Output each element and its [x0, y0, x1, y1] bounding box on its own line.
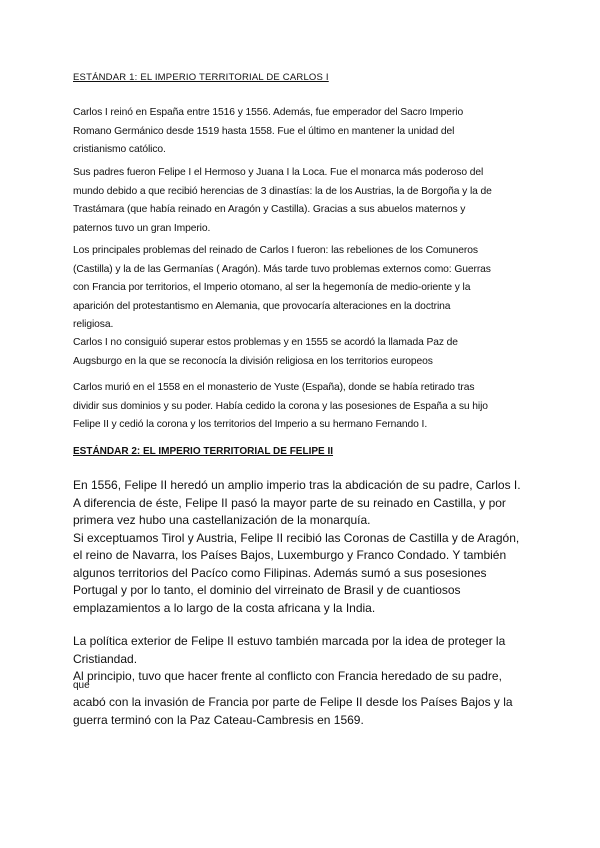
text-line: primera vez hubo una castellanización de la monarquía.: [73, 513, 371, 527]
std1-paragraph-2: [73, 164, 533, 238]
text-line: con Francia por territorios, el Imperio otomano, al ser la hegemonía de medio-oriente y la: [73, 282, 471, 293]
text-line: En 1556, Felipe II heredó un amplio imperio tras la abdicación de su padre, Carlos I.: [73, 478, 521, 492]
text-line: acabó con la invasión de Francia por parte de Felipe II desde los Países Bajos y la: [73, 695, 513, 709]
standard-2-heading: ESTÁNDAR 2: EL IMPERIO TERRITORIAL DE FELIPE II: [73, 446, 334, 457]
text-line: Carlos I no consiguió superar estos problemas y en 1555 se acordó la llamada Paz de: [73, 337, 458, 348]
text-line: guerra terminó con la Paz Cateau-Cambresis en 1569.: [73, 712, 364, 727]
std1-paragraph-3: [73, 242, 533, 335]
std1-paragraph-4: [73, 334, 533, 371]
text-line: (Castilla) y la de las Germanías ( Aragón). Más tarde tuvo problemas externos como: Guerras: [73, 263, 491, 275]
text-line: Trastámara (que había reinado en Aragón y Castilla). Gracias a sus abuelos maternos y: [73, 204, 466, 215]
text-line: paternos tuvo un gran Imperio.: [73, 222, 211, 234]
text-line: aparición del protestantismo en Alemania, que provocaría alteraciones en la doctrina: [73, 300, 451, 312]
std1-paragraph-5: [73, 379, 533, 435]
standard-1-heading: ESTÁNDAR 1: EL IMPERIO TERRITORIAL DE CARLOS I: [73, 72, 329, 83]
text-line: Augsburgo en la que se reconocía la división religiosa en los territorios europeos: [73, 355, 433, 367]
text-line: Sus padres fueron Felipe I el Hermoso y Juana I la Loca. Fue el monarca más poderoso del: [73, 167, 484, 178]
text-line: Carlos I reinó en España entre 1516 y 1556. Además, fue emperador del Sacro Imperio: [73, 107, 464, 118]
text-line: Los principales problemas del reinado de Carlos I fueron: las rebeliones de los Comuneros: [73, 245, 478, 256]
text-line: el reino de Navarra, los Países Bajos, Luxemburgo y Franco Condado. Y también: [73, 548, 507, 562]
std2-paragraph-2: [73, 633, 543, 686]
text-line: Si exceptuamos Tirol y Austria, Felipe II recibió las Coronas de Castilla y de Aragón,: [73, 530, 520, 545]
text-line: Al principio, tuvo que hacer frente al conflicto con Francia heredado de su padre,: [73, 669, 502, 683]
text-line: cristianismo católico.: [73, 144, 166, 155]
text-line: Cristiandad.: [73, 651, 138, 666]
stray-word: que: [73, 680, 90, 691]
text-line: Portugal y por lo tanto, el dominio del virreinato de Brasil y de cuantiosos: [73, 583, 461, 597]
std2-paragraph-3: [73, 694, 543, 729]
text-line: dividir sus dominios y su poder. Había cedido la corona y las posesiones de España a su hijo: [73, 400, 488, 412]
text-line: algunos territorios del Pacíco como Filipinas. Además sumó a sus posesiones: [73, 565, 487, 580]
text-line: Felipe II y cedió la corona y los territorios del Imperio a su hermano Fernando I.: [73, 419, 428, 430]
text-line: A diferencia de éste, Felipe II pasó la mayor parte de su reinado en Castilla, y por: [73, 495, 506, 510]
text-line: religiosa.: [73, 319, 114, 330]
text-line: Romano Germánico desde 1519 hasta 1558. Fue el último en mantener la unidad del: [73, 125, 455, 137]
std2-paragraph-1: [73, 477, 543, 617]
std1-paragraph-1: [73, 104, 533, 160]
text-line: Carlos murió en el 1558 en el monasterio de Yuste (España), donde se había retirado tras: [73, 382, 475, 393]
text-line: emplazamientos a lo largo de la costa africana y la India.: [73, 600, 376, 615]
text-line: La política exterior de Felipe II estuvo también marcada por la idea de proteger la: [73, 634, 506, 648]
text-line: mundo debido a que recibió herencias de 3 dinastías: la de los Austrias, la de Borgoña y la de: [73, 185, 492, 197]
